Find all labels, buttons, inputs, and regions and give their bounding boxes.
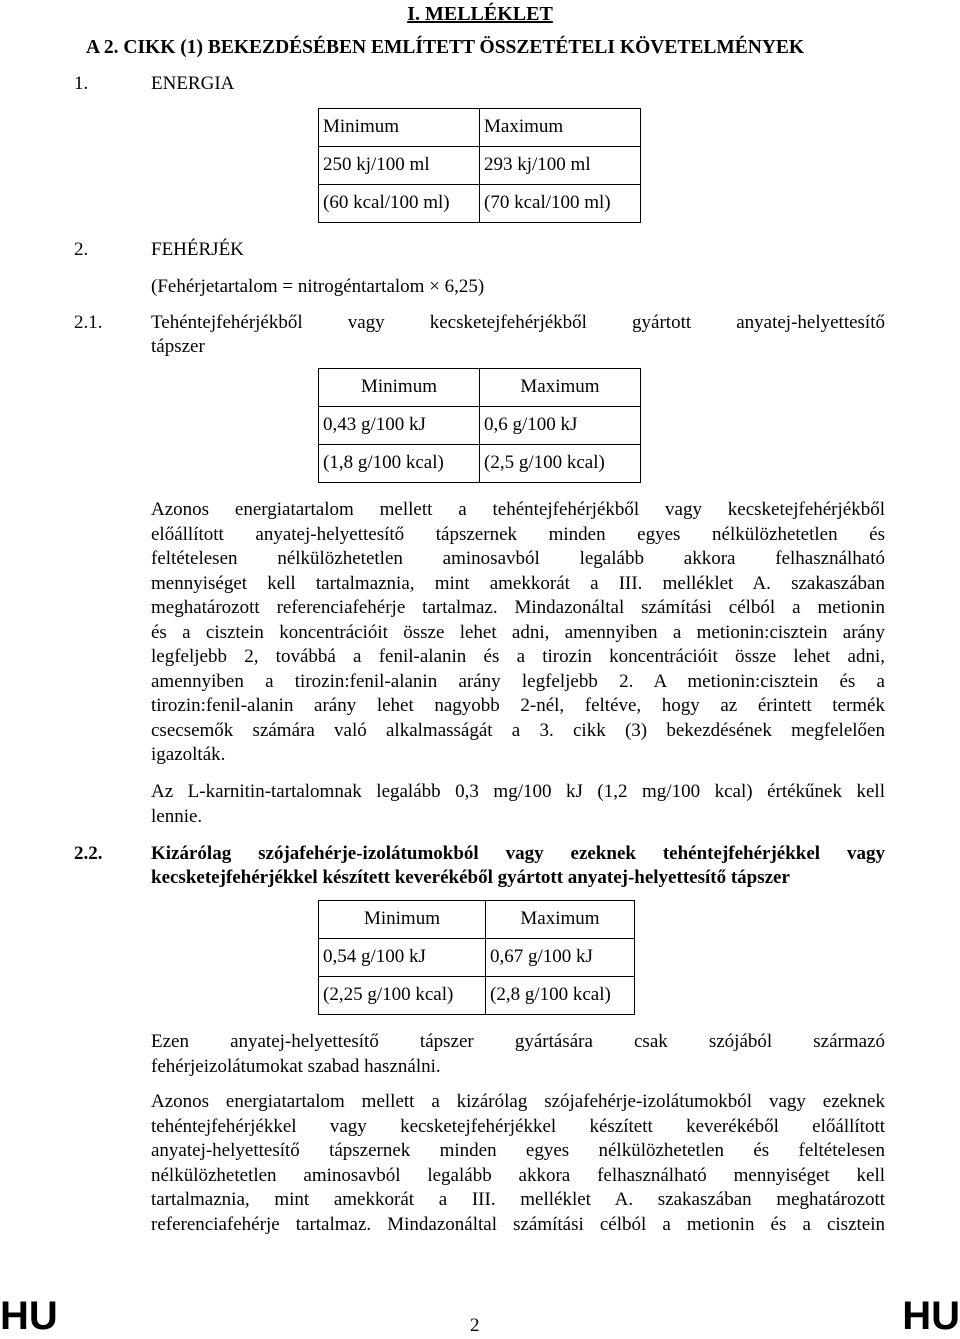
table-cell: 293 kj/100 ml: [480, 147, 641, 185]
soy-protein-table: [318, 900, 635, 1015]
table-header-row: [319, 901, 635, 939]
col-min-header: Minimum: [319, 109, 480, 147]
table-header-row: [319, 109, 641, 147]
energy-table: [318, 108, 641, 223]
col-max-header: Maximum: [486, 901, 635, 939]
table-row: [319, 445, 641, 483]
section-2-1-paragraph-1: Azonos energiatartalom mellett a tehéntejfehérjékből vagy kecsketejfehérjékből előállított anyatej-helyettesítő tápszernek minden egyes nélkülözhetetlen és feltételesen nélkülözhetetlen aminosavból legalább akkora felhasználható mennyiséget kell tartalmaznia, mint amekkorát a III. melléklet A. szakaszában meghatározott referenciafehérje tartalmaz. Mindazonáltal számítási célból a metionin és a cisztein koncentrációit össze lehet adni, amennyiben a metionin:cisztein arány legfeljebb 2, továbbá a fenil-alanin és a tirozin koncentrációit össze lehet adni, amennyiben a tirozin:fenil-alanin arány legfeljebb 2. A metionin:cisztein és a tirozin:fenil-alanin arány lehet nagyobb 2-nél, feltéve, hogy az érintett termék csecsemők számára való alkalmasságát a 3. cikk (3) bekezdésének megfelelően igazolták.: [151, 499, 885, 765]
footer-language-left: HU: [0, 1294, 58, 1338]
table-cell: (70 kcal/100 ml): [480, 185, 641, 223]
section-1-title: ENERGIA: [151, 73, 235, 94]
footer-language-right: HU: [902, 1294, 960, 1338]
table-header-row: [319, 369, 641, 407]
col-max-header: Maximum: [480, 369, 641, 407]
table-cell: (2,25 g/100 kcal): [319, 977, 486, 1015]
table-cell: (2,5 g/100 kcal): [480, 445, 641, 483]
annex-subtitle: A 2. CIKK (1) BEKEZDÉSÉBEN EMLÍTETT ÖSSZETÉTELI KÖVETELMÉNYEK: [86, 37, 805, 58]
section-1-number: 1.: [74, 73, 89, 94]
section-2-1-paragraph-2: Az L-karnitin-tartalomnak legalább 0,3 mg/100 kJ (1,2 mg/100 kcal) értékűnek kell lennie.: [151, 781, 885, 827]
table-cell: 0,54 g/100 kJ: [319, 939, 486, 977]
protein-formula-note: (Fehérjetartalom = nitrogéntartalom × 6,25): [151, 276, 485, 297]
col-min-header: Minimum: [319, 369, 480, 407]
section-2-2-title-cont: kecsketejfehérjékkel készített keverékéből gyártott anyatej-helyettesítő tápszer: [151, 867, 790, 888]
section-2-2-paragraph-1: Ezen anyatej-helyettesítő tápszer gyártására csak szójából származó fehérjeizolátumokat szabad használni.: [151, 1031, 885, 1077]
table-cell: 0,43 g/100 kJ: [319, 407, 480, 445]
table-cell: (60 kcal/100 ml): [319, 185, 480, 223]
section-2-2-paragraph-2: Azonos energiatartalom mellett a kizárólag szójafehérje-izolátumokból vagy ezeknek tehéntejfehérjékkel vagy kecsketejfehérjékkel készített keverékéből előállított anyatej-helyettesítő tápszernek minden egyes nélkülözhetetlen és feltételesen nélkülözhetetlen aminosavból legalább akkora felhasználható mennyiséget kell tartalmaznia, mint amekkorát a III. melléklet A. szakaszában meghatározott referenciafehérje tartalmaz. Mindazonáltal számítási célból a metionin és a cisztein: [151, 1091, 885, 1235]
table-cell: (2,8 g/100 kcal): [486, 977, 635, 1015]
col-min-header: Minimum: [319, 901, 486, 939]
page-number: 2: [470, 1315, 480, 1336]
table-cell: 0,67 g/100 kJ: [486, 939, 635, 977]
annex-title: I. MELLÉKLET: [407, 3, 553, 25]
section-2-title: FEHÉRJÉK: [151, 239, 244, 260]
section-2-1-number: 2.1.: [74, 312, 103, 333]
cows-milk-protein-table: [318, 368, 641, 483]
section-2-2-number: 2.2.: [74, 843, 103, 864]
section-2-2-title: Kizárólag szójafehérje-izolátumokból vagy ezeknek tehéntejfehérjékkel vagy: [151, 843, 885, 864]
table-row: [319, 407, 641, 445]
table-cell: 250 kj/100 ml: [319, 147, 480, 185]
section-2-number: 2.: [74, 239, 89, 260]
section-2-1-title-cont: tápszer: [151, 336, 205, 357]
col-max-header: Maximum: [480, 109, 641, 147]
table-row: [319, 977, 635, 1015]
table-row: [319, 147, 641, 185]
section-2-1-title: Tehéntejfehérjékből vagy kecsketejfehérjékből gyártott anyatej-helyettesítő: [151, 312, 885, 333]
table-cell: 0,6 g/100 kJ: [480, 407, 641, 445]
table-row: [319, 939, 635, 977]
table-cell: (1,8 g/100 kcal): [319, 445, 480, 483]
table-row: [319, 185, 641, 223]
